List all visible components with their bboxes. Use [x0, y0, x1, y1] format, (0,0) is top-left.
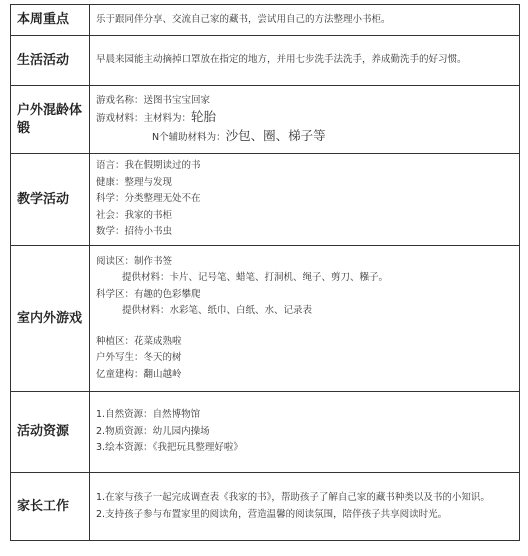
- material-main: 轮胎: [191, 109, 217, 125]
- content-line: 健康：整理与发现: [96, 176, 173, 188]
- label-teaching: 教学活动: [11, 154, 90, 246]
- content-resources: [90, 392, 520, 473]
- content-line: 1.在家与孩子一起完成调查表《我家的书》，帮助孩子了解自己家的藏书种类以及书的小知识。: [96, 492, 490, 503]
- material-aux: 沙包、圈、梯子等: [225, 127, 326, 143]
- content-teaching: [90, 154, 520, 246]
- label-games: 室内外游戏: [11, 246, 90, 392]
- row-weekly-focus: [11, 5, 520, 36]
- label-daily-life: 生活活动: [11, 36, 90, 86]
- row-resources: [11, 392, 520, 473]
- label-parent-work: 家长工作: [11, 473, 90, 541]
- label-resources: 活动资源: [11, 392, 90, 473]
- content-weekly-focus: [90, 5, 520, 36]
- content-line: 2.物质资源：幼儿园内操场: [96, 425, 210, 437]
- content-outdoor-exercise: [90, 86, 520, 154]
- content-line: 科学：分类整理无处不在: [96, 193, 201, 205]
- content-parent-work: [90, 473, 520, 541]
- content-line: 亿童建构：翻山越岭: [96, 368, 182, 380]
- content-line: 科学区：有趣的色彩攀爬: [96, 288, 201, 300]
- spacer: [96, 320, 513, 334]
- content-line: 数学：招待小书虫: [96, 226, 173, 238]
- content-line: 社会：我家的书柜: [96, 209, 173, 221]
- row-outdoor-exercise: [11, 86, 520, 154]
- content-line: 种植区：花菜成熟啦: [96, 335, 182, 347]
- material-prefix: N个辅助材料为：: [152, 131, 226, 143]
- weekly-plan-table: [10, 4, 520, 541]
- content-line: 游戏名称：送图书宝宝回家: [96, 94, 211, 106]
- content-line: 户外写生：冬天的树: [96, 352, 182, 364]
- label-outdoor-exercise: 户外混龄体锻: [11, 86, 90, 154]
- content-line: 早晨来园能主动摘掉口罩放在指定的地方，并用七步洗手法洗手，养成勤洗手的好习惯。: [96, 54, 467, 66]
- content-line: 2.支持孩子参与布置家里的阅读角，营造温馨的阅读氛围，陪伴孩子共享阅读时光。: [96, 508, 448, 520]
- content-line: [96, 109, 513, 128]
- row-daily-life: [11, 36, 520, 86]
- content-line: 乐于跟同伴分享、交流自己家的藏书，尝试用自己的方法整理小书柜。: [96, 13, 391, 25]
- row-teaching: [11, 154, 520, 246]
- content-line: 提供材料：卡片、记号笔、蜡笔、打洞机、绳子、剪刀、糨子。: [122, 272, 389, 284]
- row-indoor-outdoor-games: [11, 246, 520, 392]
- content-line: 3.绘本资源：《我把玩具整理好啦》: [96, 442, 243, 454]
- content-daily-life: [90, 36, 520, 86]
- content-line: [96, 128, 513, 147]
- label-weekly-focus: 本周重点: [11, 5, 90, 36]
- content-line: 阅读区：制作书签: [96, 255, 173, 267]
- content-line: 提供材料：水彩笔、纸巾、白纸、水、记录表: [122, 305, 313, 317]
- row-parent-work: [11, 473, 520, 541]
- content-line: 1.自然资源：自然博物馆: [96, 409, 201, 421]
- material-prefix: 游戏材料：主材料为：: [96, 113, 192, 125]
- content-line: 语言：我在假期读过的书: [96, 160, 201, 172]
- content-games: [90, 246, 520, 392]
